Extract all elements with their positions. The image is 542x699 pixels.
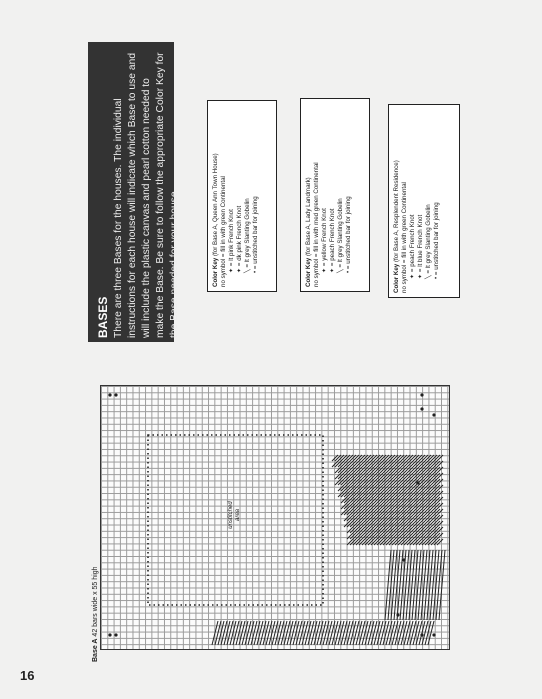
color-key-3-line: • = unstitched bar for joining bbox=[433, 202, 440, 279]
color-key-1-line: • = unstitched bar for joining bbox=[252, 196, 259, 273]
color-key-1 bbox=[207, 100, 277, 292]
unstitched-area-label: unstitched area bbox=[228, 501, 241, 529]
color-key-1-line: ╲ = lt grey Slanting Gobelin bbox=[244, 198, 251, 273]
color-key-3-line: ✦ = lt blue French Knot bbox=[417, 214, 424, 279]
bases-intro bbox=[96, 52, 182, 338]
bases-intro-panel bbox=[88, 42, 180, 342]
color-key-2-title: Color Key bbox=[305, 257, 312, 287]
color-key-3-subtitle: (for Base A, Resplendent Residence) bbox=[393, 160, 400, 263]
color-key-1-line: ✦ = lt pink French Knot bbox=[228, 209, 235, 273]
color-key-2-line: • = unstitched bar for joining bbox=[345, 196, 352, 273]
chart-caption-bold: Base A bbox=[92, 638, 99, 662]
page-number: 16 bbox=[20, 668, 35, 683]
color-key-1-title: Color Key bbox=[212, 257, 219, 287]
chart-caption bbox=[92, 567, 99, 662]
gobelin-stitches bbox=[212, 455, 445, 645]
color-key-3-line: ✦ = peach French Knot bbox=[409, 214, 416, 279]
chart-caption-text: 42 bars wide x 55 high bbox=[92, 566, 99, 637]
color-key-3-line: ╲ = lt grey Slanting Gobelin bbox=[425, 204, 432, 279]
color-key-3-line: no symbol = fill in with green Continental bbox=[401, 182, 408, 293]
base-a-chart bbox=[100, 385, 450, 650]
color-key-1-subtitle: (for Base A, Queen Ann Town House) bbox=[212, 153, 219, 257]
color-key-1-line: ✦ = dk pink French Knot bbox=[236, 205, 243, 273]
color-key-2-line: ╲ = lt grey Slanting Gobelin bbox=[337, 198, 344, 273]
chart-marks bbox=[100, 385, 450, 650]
color-key-3 bbox=[388, 104, 460, 298]
bases-title: BASES bbox=[96, 296, 110, 338]
color-key-2-line: ✦ = yellow French Knot bbox=[321, 208, 328, 273]
color-key-2 bbox=[300, 98, 370, 292]
color-key-1-line: no symbol = fill in with green Continental bbox=[220, 176, 227, 287]
color-key-2-subtitle: (for Base A, Lady Landmark) bbox=[305, 177, 312, 257]
color-key-2-line: ✦ = peach French Knot bbox=[329, 208, 336, 273]
color-key-2-line: no symbol = fill in with med green Continental bbox=[313, 162, 320, 287]
color-key-3-title: Color Key bbox=[393, 263, 400, 293]
bases-body: There are three Bases for the houses. The individual instructions for each house will indicate which Base to use and will include the plastic canvas and pearl cotton needed to make the Base. Be sure to follow the appropriate Color Key for the Base needed for your house. bbox=[113, 52, 180, 338]
